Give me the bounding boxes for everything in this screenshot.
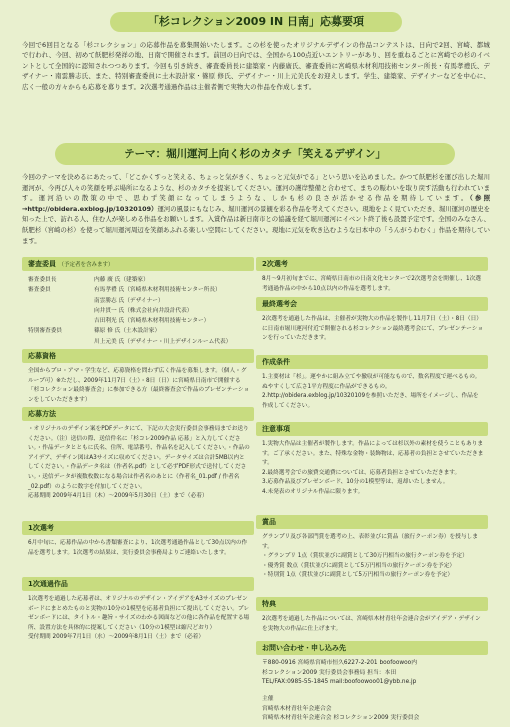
production-item: 1.主要材は「杉」。運やかに組み立てや撤収が可能なもので、数名程度で運べるもの。ぬやすくして広さ1平方程度に作品ができるもの。 <box>262 374 481 390</box>
jury-row <box>22 337 254 347</box>
organizers-section <box>256 695 488 724</box>
jury-header <box>22 257 254 271</box>
first-selection-header: 1次選考 <box>22 521 254 535</box>
jury-row <box>22 306 254 316</box>
jury-role <box>28 337 94 347</box>
production-section <box>256 355 488 411</box>
contact-header: お問い合わせ・申し込み先 <box>256 641 488 655</box>
organizer-line: 宮崎県木材青壮年会連合会 杉コレクション2009 実行委員会 <box>262 715 420 722</box>
jury-row <box>22 316 254 326</box>
jury-name: 川上元美 氏（デザイナー・川上デザインルーム代表） <box>94 338 232 345</box>
main-title: 「杉コレクション2009 IN 日南」応募要項 <box>110 12 402 32</box>
jury-name: 篠原 修 氏（土木設計家） <box>94 328 161 335</box>
method-section <box>22 407 254 502</box>
prizes-item: ・特別賞 1点（賞状並びに副賞として5万円相当の旅行クーポン券を予定） <box>262 572 454 579</box>
theme-text-before: 今回のテーマを決めるにあたって、「どこかくすっと笑える、ちょっと気がきく、ちょっと元気がでる」という思いを込めました。かつて飫肥杉を運び出した堀川運河が、今再び人々の笑顔を呼ぶ場所になるような、杉のカタチを提案してください。運河の護岸整備と合わせて、まちの賑わいを取り戻す活動も行われています。運河沿いの散策の中で、思わず笑顔になってしまうような、しかも杉の良さが活かせる作品を期待しています。 <box>22 173 490 203</box>
final-review-section <box>256 297 488 344</box>
jury-name: 内藤 廣 氏（建築家） <box>94 277 149 283</box>
notes-header: 注意事項 <box>256 422 488 436</box>
rights-header: 特典 <box>256 597 488 611</box>
intro-text: 今回で6回目となる「杉コレクション」の応募作品を募集開始いたします。この杉を使ったオリジナルデザインの作品コンテストは、日向で2回、宮崎、都城で行われ、今回、初めて飫肥杉発祥の地、日南で開催されます。前回の日向では、全国から100点近いエントリーがあり、回を重ねるごとに宮崎での杉のイベントとして全国的に認知されつつあります。今回も引き続き、審査委員長に建築家・内藤廣氏、審査委員に宮崎県木材利用技術センター所長・有馬孝禮氏、デザイナー・南雲勝志氏、また、特別審査委員に土木設計家・篠原 修氏、デザイナー・川上元美氏をお迎えします。学生、建築家、デザイナーなどを中心に、広く一般の方々からも応募を募ります。2次選考通過作品は主催者側で実物大の作品を作成します。 <box>22 41 490 91</box>
jury-row <box>22 296 254 306</box>
contact-email-line[interactable]: TEL/FAX:0985-55-1845 mail:boofoowoo01@ybb.ne.jp <box>262 679 417 686</box>
jury-name: 吉田利光 氏（宮崎県木材利用技術センター） <box>94 318 210 325</box>
first-works-section <box>22 577 254 643</box>
reference-link[interactable]: （参照→http://obidera.exblog.jp/10320109） <box>22 194 490 213</box>
prizes-item: ・グランプリ 1点（賞状並びに副賞として30万円相当の旅行クーポン券を予定） <box>262 553 468 560</box>
jury-row <box>22 275 254 285</box>
jury-role <box>28 316 94 326</box>
jury-name: 南雲勝志 氏（デザイナー） <box>94 297 164 304</box>
prizes-text: グランプリ及び各部門賞を選考の上、表彰並びに賞品（旅行クーポン券）を授与します。 <box>262 534 478 550</box>
jury-role <box>28 306 94 316</box>
first-works-deadline: 受付期間 2009年7月1日（水）〜2009年8月1日（土）まで（必着） <box>28 634 205 641</box>
jury-role <box>28 296 94 306</box>
production-item: 2.http://obidera.exblog.jp/10320109を参照いただき、場所をイメージし、作品を作成してください。 <box>262 393 479 409</box>
prizes-section <box>256 515 488 581</box>
notes-item: 1.実物大作品は主催者が製作します。作品によっては杉以外の素材を使うこともあります。ご了承ください。また、特殊な金物・装飾物は、応募者の負担とさせていただきます。 <box>262 441 484 467</box>
method-text: ・オリジナルのデザイン案をPDFデータにて、下記の大会実行委員会事務局までお送りください。（注）送信の際、送信件名に「杉コレ2009作品 応募」と入力してください。・作品データとともに氏名、住所、電話番号、作品名を記入してください。・作品のアイデア、デザイン図はA3サイズに収めてください。データサイズは合計5MB以内としてください。・作品データ名は（作者名.pdf）として必ずPDF形式で送付してください。・送信データが複数枚数になる場合は作者名のあとに（作者名_01.pdf / 作者名_02.pdf）のように数字を付加してください。 <box>28 426 250 490</box>
first-selection-section <box>22 521 254 558</box>
jury-row <box>22 285 254 295</box>
first-works-text: 1次選考を通過した応募者は、オリジナルのデザイン・アイデアをA3サイズのプレゼンボードにまとめたものと実物の10分の1模型を応募者負担にて提出してください。プレゼンボードには、タイトル・趣旨・サイズのわかる図面などの他に各作品を配置する場所、設置方法を具体的に提案してください（10分の1模型は縮尺どおり） <box>28 596 250 631</box>
method-header: 応募方法 <box>22 407 254 421</box>
jury-name: 有馬孝禮 氏（宮崎県木材利用技術センター所長） <box>94 287 221 294</box>
rights-text: 2次選考を通過した作品については、宮崎県木材青壮年会連合会がアイデア・デザインを実物大の作品に仕上げます。 <box>262 616 481 632</box>
qualification-text: 全国からプロ・アマ・学生など、応募資格を問わず広く作品を募集します。（個人・グループ可）※ただし、2009年11月7日（土）・8日（日）に宮崎県日南市で開催する「杉コレクション最終審査会」に参加できる方（最終審査会で作品のプレゼンテーションをしていただきます） <box>28 368 250 403</box>
jury-role: 審査委員長 <box>28 277 57 283</box>
contact-line: 〒880-0916 宮崎県宮崎市恒久6227-2-201 boofoowoo内 <box>262 660 417 666</box>
notes-item: 3.応募作品及びプレゼンボード、10分の1模型等は、返却いたしません。 <box>262 479 449 486</box>
jury-role: 審査委員 <box>28 287 51 294</box>
notes-section <box>256 422 488 498</box>
jury-note: （予定者を含みます） <box>58 262 114 268</box>
rights-section <box>256 597 488 634</box>
contact-line: 杉コレクション2009 実行委員会事務局 担当：本田 <box>262 669 397 676</box>
theme-text <box>22 172 490 246</box>
qualification-header: 応募資格 <box>22 349 254 363</box>
jury-section <box>22 257 254 347</box>
qualification-section <box>22 349 254 405</box>
jury-title: 審査委員 <box>28 260 56 268</box>
second-selection-text: 8月〜9月初旬までに、宮崎県日南市の日南文化センターで2次選考会を開催し、1次選考通過作品の中から10点以内の作品を選考します。 <box>262 276 481 292</box>
notes-item: 2.最終選考会での旅費交通費については、応募者負担とさせていただきます。 <box>262 469 461 476</box>
final-review-header: 最終選考会 <box>256 297 488 311</box>
theme-text-after: 運河の風景にもなじみ、堀川運河の景観を彩る作品を考えてください。現地をよく見ていただき、堀川運河の歴史を知った上で、訪れる人、住む人が楽しめる作品をお願いします。入賞作品は新日南市との協議を経て堀川運河にイベント終了後も設置予定です。全国のみなさん、飫肥杉（宮崎の杉）を使って堀川運河周辺を笑顔あふれる楽しい空間にしてください。現地に元気を吹き込むような日本中の「うんがうわむく」作品を期待しています。 <box>22 204 490 245</box>
organizers-label: 主催 <box>262 696 274 702</box>
second-selection-header: 2次選考 <box>256 257 488 271</box>
first-selection-text: 6月中旬に、応募作品の中から書類審査により、1次選考通過作品として30点以内の作品を選考します。1次選考の結果は、実行委員会事務局よりご連絡いたします。 <box>28 540 248 556</box>
prizes-header: 賞品 <box>256 515 488 529</box>
final-review-text: 2次選考を通過した作品は、主催者が実物大の作品を製作し11月7日（土）・8日（日）に日南市堀川運河付近で開催される杉コレクション最終選考会にて、プレゼンテーションを行っていただきます。 <box>262 316 484 342</box>
theme-title: テーマ：堀川運河上向く杉のカタチ「笑えるデザイン」 <box>55 143 455 165</box>
organizer-line: 宮崎県木材青壮年会連合会 <box>262 705 332 712</box>
second-selection-section <box>256 257 488 294</box>
notes-item: 4.未発表のオリジナル作品に限ります。 <box>262 488 364 495</box>
jury-row <box>22 326 254 336</box>
method-deadline: 応募期間 2009年4月1日（木）〜2009年5月30日（土）まで（必着） <box>28 493 208 500</box>
prizes-item: ・優秀賞 数点（賞状並びに副賞として5万円相当の旅行クーポン券を予定） <box>262 562 456 569</box>
jury-name: 向井貫一 氏（株式会社向井設計代表） <box>94 307 193 314</box>
production-header: 作成条件 <box>256 355 488 369</box>
first-works-header: 1次通過作品 <box>22 577 254 591</box>
contact-section <box>256 641 488 688</box>
jury-role: 特別審査委員 <box>28 328 63 335</box>
